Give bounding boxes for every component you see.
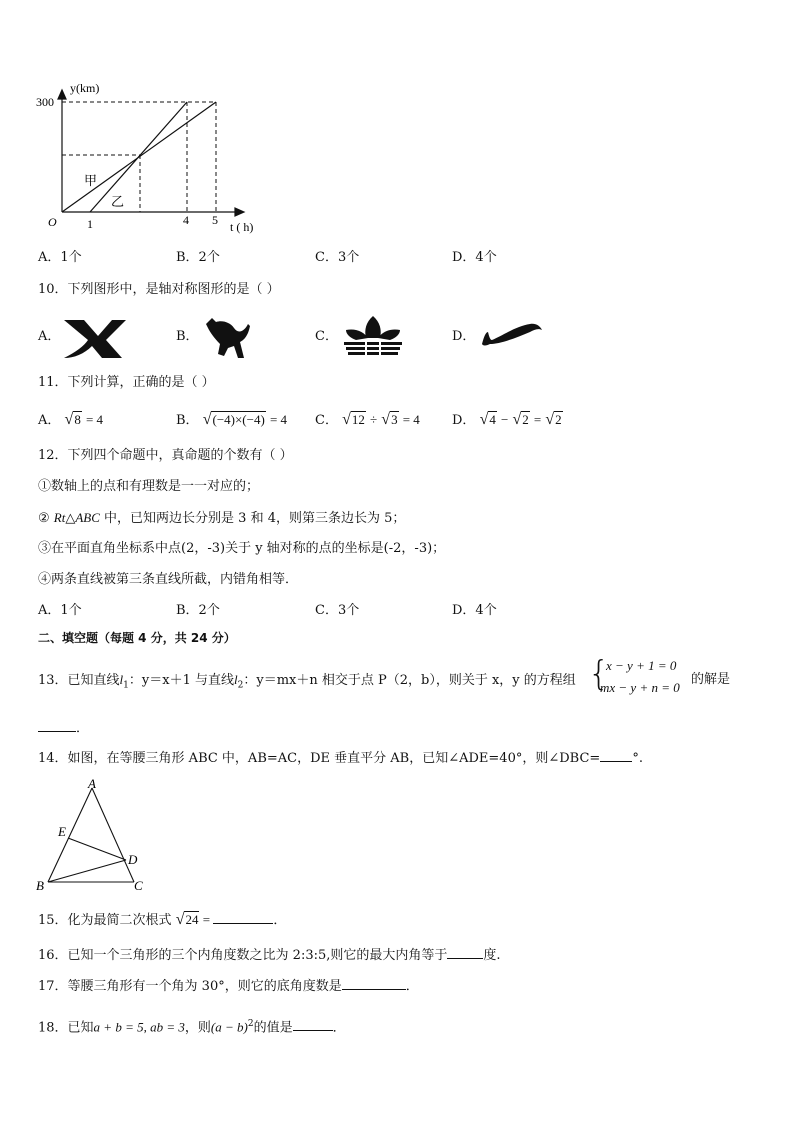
q13-l1: l	[119, 672, 124, 687]
point-a-label: A	[88, 776, 96, 791]
q10-option-a[interactable]: A．	[38, 329, 61, 344]
q14-end: °.	[632, 751, 643, 766]
x-logo-icon	[62, 316, 128, 360]
q13-system-brace: {	[588, 654, 610, 694]
q11-b-radicand: (−4)×(−4)	[212, 412, 265, 427]
q13-l2-sub: 2	[237, 680, 244, 691]
point-e-label: E	[58, 824, 66, 839]
q12-statement-3: ③在平面直角坐标系中点(2，-3)关于 y 轴对称的点的坐标是(-2，-3)；	[38, 541, 446, 556]
q12-statement-4: ④两条直线被第三条直线所截，内错角相等．	[38, 572, 299, 587]
q12-s2-marker: ②	[38, 511, 50, 526]
line-yi-label: 乙	[111, 194, 125, 209]
q11-d-radicand2: 2	[522, 412, 529, 427]
q13-end: ．	[76, 721, 90, 736]
q16-text	[38, 946, 501, 965]
q11-c-label: C．	[315, 413, 338, 428]
q18-pre: 18．已知	[38, 1020, 94, 1036]
q11-d-label: D．	[452, 413, 476, 428]
q14-text	[38, 749, 643, 768]
q11-a-radicand: 8	[74, 412, 81, 427]
swoosh-logo-icon	[480, 318, 544, 350]
q18-condition: a + b = 5, ab = 3	[93, 1019, 185, 1035]
q11-option-c[interactable]: C． √12 ÷ √3 = 4	[315, 411, 420, 428]
q17-answer-blank[interactable]	[342, 977, 406, 990]
q12-option-a[interactable]: A．1个	[38, 603, 82, 618]
q13-post: 的解是	[691, 672, 731, 687]
q12-s2-triangle: Rt△ABC	[53, 510, 100, 525]
q11-option-b[interactable]: B． √(−4)×(−4) = 4	[176, 411, 288, 428]
q15-post: ．	[273, 913, 287, 928]
q11-c-operator: ÷	[370, 412, 378, 427]
q13-answer-line[interactable]	[38, 719, 89, 738]
q11-a-label: A．	[38, 413, 61, 428]
q9-option-b[interactable]: B．2个	[176, 250, 220, 265]
q13-l1-eq: ：y＝x＋1 与直线	[128, 673, 234, 688]
q12-option-c[interactable]: C．3个	[315, 603, 360, 618]
q11-c-radicand2: 3	[391, 412, 398, 427]
q10-option-b[interactable]: B．	[176, 329, 199, 344]
q12-option-d[interactable]: D．4个	[452, 603, 497, 618]
y-axis-label: y(km)	[70, 81, 100, 95]
q9-option-d[interactable]: D．4个	[452, 250, 497, 265]
q17-text	[38, 977, 419, 996]
q15-pre: 15．化为最简二次根式	[38, 913, 172, 928]
q18-exponent: 2	[247, 1019, 254, 1029]
q13-equation-1: x − y + 1 = 0	[606, 658, 677, 673]
line-jia-label: 甲	[84, 173, 98, 188]
q13-text	[38, 671, 576, 695]
q11-c-radicand1: 12	[351, 412, 365, 427]
point-b-label: B	[36, 878, 44, 893]
q18-text	[38, 1015, 346, 1037]
q11-stem: 11．下列计算，正确的是（ ）	[38, 375, 215, 390]
x-tick-5: 5	[212, 213, 218, 227]
q11-c-rest: = 4	[402, 412, 420, 427]
q16-post: 度.	[483, 948, 501, 963]
q12-statement-1: ①数轴上的点和有理数是一一对应的；	[38, 479, 260, 494]
q13-l2: l	[234, 672, 238, 687]
q10-option-c[interactable]: C．	[315, 329, 338, 344]
q12-stem: 12．下列四个命题中，真命题的个数有（ ）	[38, 448, 293, 463]
q14-triangle-figure	[30, 776, 160, 894]
q11-d-operator: −	[501, 412, 509, 427]
x-tick-4: 4	[183, 213, 189, 227]
q15-radicand: 24	[185, 912, 199, 927]
trefoil-logo-icon	[338, 312, 408, 358]
q18-expression: (a − b)	[210, 1019, 248, 1035]
q15-answer-blank[interactable]	[213, 911, 273, 924]
q9-option-c[interactable]: C．3个	[315, 250, 360, 265]
section-2-header: 二、填空题（每题 4 分，共 24 分）	[38, 631, 236, 645]
q15-text: 15．化为最简二次根式 √24 = ．	[38, 911, 287, 928]
q13-l2-eq: ：y＝mx＋n 相交于点 P（2，b），则关于 x，y 的方程组	[243, 673, 576, 688]
distance-time-graph	[30, 78, 270, 238]
q10-stem: 10．下列图形中，是轴对称图形的是（ ）	[38, 282, 280, 297]
q16-pre: 16．已知一个三角形的三个内角度数之比为 2:3:5,则它的最大内角等于	[38, 948, 448, 963]
q12-s2-text: 中，已知两边长分别是 3 和 4，则第三条边长为 5；	[104, 511, 406, 526]
q16-answer-blank[interactable]	[447, 946, 483, 959]
q11-option-d[interactable]: D． √4 − √2 = √2	[452, 411, 562, 428]
q11-a-rest: = 4	[85, 412, 104, 427]
x-tick-1: 1	[87, 217, 93, 231]
point-d-label: D	[128, 852, 138, 867]
q13-pre: 13．已知直线	[38, 673, 120, 688]
point-c-label: C	[134, 878, 143, 893]
q11-option-a[interactable]: A． √8 = 4	[38, 411, 104, 428]
q14-answer-blank[interactable]	[600, 749, 632, 762]
q13-equation-2: mx − y + n = 0	[600, 680, 680, 695]
q18-post: 的值是	[253, 1020, 293, 1036]
q12-statement-2	[38, 509, 405, 528]
q10-option-d[interactable]: D．	[452, 329, 476, 344]
q9-option-a[interactable]: A．1个	[38, 250, 82, 265]
origin-label: O	[48, 215, 57, 229]
q11-b-label: B．	[176, 413, 199, 428]
q11-d-radicand1: 4	[489, 412, 496, 427]
q14-stem: 14．如图，在等腰三角形 ABC 中，AB=AC，DE 垂直平分 AB，已知∠ADE=40°，则∠DBC=	[38, 751, 601, 766]
y-tick-300: 300	[36, 95, 54, 109]
q11-d-equals: =	[533, 412, 542, 427]
q18-answer-blank[interactable]	[293, 1018, 333, 1031]
q18-end: ．	[332, 1020, 346, 1036]
x-axis-label: t ( h)	[230, 220, 254, 234]
q17-pre: 17．等腰三角形有一个角为 30°，则它的底角度数是	[38, 979, 342, 994]
q12-option-b[interactable]: B．2个	[176, 603, 220, 618]
q13-l1-sub: 1	[123, 680, 129, 691]
q17-post: ．	[405, 979, 419, 994]
puma-logo-icon	[202, 314, 252, 362]
q11-b-rest: = 4	[269, 412, 288, 427]
q18-mid: ，则	[184, 1020, 211, 1036]
q11-d-radicand3: 2	[555, 412, 562, 427]
